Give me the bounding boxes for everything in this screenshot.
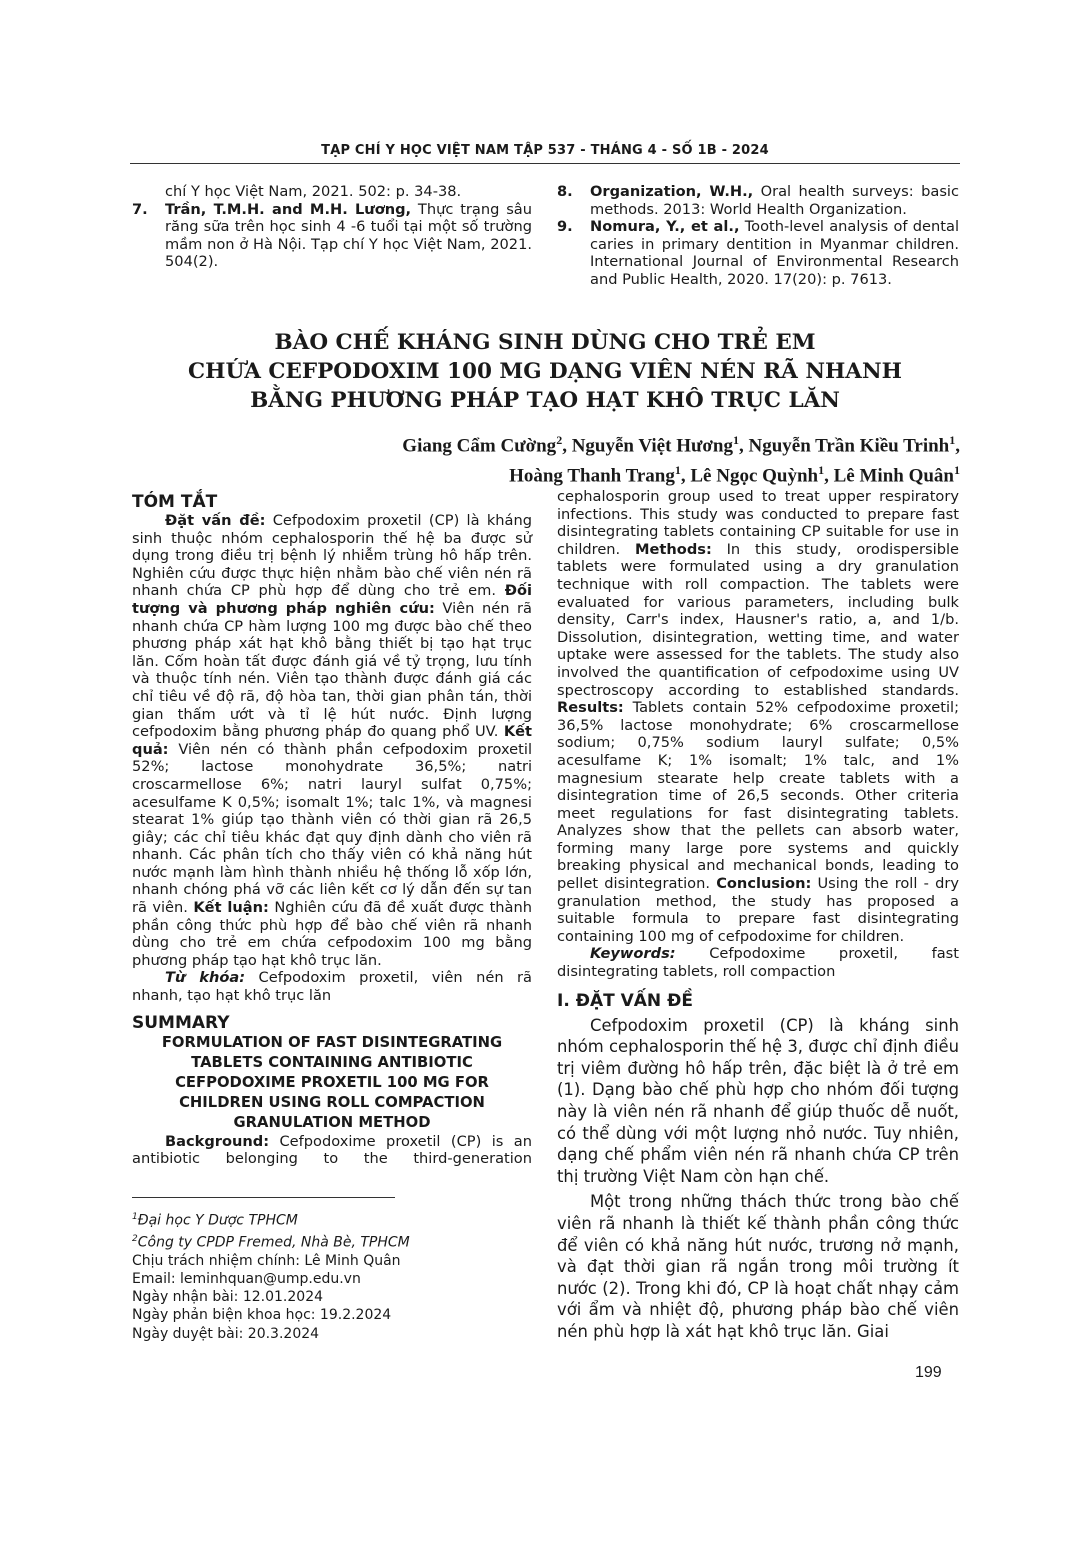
corresponding-author: Chịu trách nhiệm chính: Lê Minh Quân bbox=[132, 1252, 401, 1269]
running-header: TẠP CHÍ Y HỌC VIỆT NAM TẬP 537 - THÁNG 4 - SỐ 1B - 2024 bbox=[321, 143, 769, 158]
author-name: , Nguyễn Trần Kiều Trinh bbox=[738, 435, 950, 457]
author-separator: , bbox=[955, 435, 960, 457]
author-name: , Lê Ngọc Quỳnh bbox=[680, 465, 819, 487]
summary-label: Methods: bbox=[635, 540, 712, 558]
abstract-label: Đặt vấn đề: bbox=[165, 512, 266, 529]
author-name: Giang Cẩm Cường bbox=[402, 435, 557, 457]
references-left bbox=[132, 183, 532, 271]
reference-8 bbox=[557, 183, 959, 218]
section-heading-summary: SUMMARY bbox=[132, 1012, 230, 1033]
date-accepted: Ngày duyệt bài: 20.3.2024 bbox=[132, 1325, 320, 1342]
keywords-label: Keywords: bbox=[590, 945, 676, 963]
reference-number: 9. bbox=[557, 218, 573, 236]
intro-body bbox=[557, 1015, 959, 1343]
abstract-label: Kết luận: bbox=[193, 899, 269, 917]
reference-7 bbox=[132, 201, 532, 271]
summary-text-start: Cefpodoxime proxetil (CP) is an antibiotic belonging to the third-generation bbox=[132, 1132, 532, 1168]
affiliation-marker: 1 bbox=[818, 463, 825, 478]
page-number: 199 bbox=[915, 1364, 942, 1381]
title-line-2: CHỨA CEFPODOXIM 100 MG DẠNG VIÊN NÉN RÃ NHANH bbox=[188, 359, 902, 384]
affiliation-marker: 1 bbox=[954, 463, 960, 478]
footnotes bbox=[132, 1208, 532, 1343]
author-list bbox=[260, 428, 960, 489]
abstract-text: Viên nén rã nhanh chứa CP hàm lượng 100 mg được bào chế theo phương pháp xát hạt khô bằng thiết bị tạo hạt trục lăn. Cốm hoàn tất được đánh giá về tỷ trọng, lưu tính và thuộc tính nén. Viên tạo thành được đánh giá các chỉ tiêu về độ rã, độ hòa tan, thời gian phân tán, thời gian thấm ướt và tỉ lệ hút nước. Định lượng cefpodoxim bằng phương pháp đo quang phổ UV. bbox=[132, 599, 532, 741]
corresponding-email: Email: leminhquan@ump.edu.vn bbox=[132, 1270, 361, 1287]
author-name: , Lê Minh Quân bbox=[824, 465, 954, 487]
summary-label: Results: bbox=[557, 699, 624, 717]
summary-start bbox=[132, 1133, 532, 1168]
keywords-vietnamese bbox=[132, 969, 532, 1004]
affiliation-text: Công ty CPDP Fremed, Nhà Bè, TPHCM bbox=[137, 1234, 410, 1251]
author-line-2 bbox=[260, 458, 960, 488]
affiliation-1 bbox=[132, 1208, 532, 1230]
author-name: , Nguyễn Việt Hương bbox=[562, 435, 733, 457]
title-line-3: BẰNG PHƯƠNG PHÁP TẠO HẠT KHÔ TRỤC LĂN bbox=[250, 388, 840, 413]
affiliation-text: Đại học Y Dược TPHCM bbox=[137, 1212, 298, 1229]
reference-9 bbox=[557, 218, 959, 288]
title-line-1: BÀO CHẾ KHÁNG SINH DÙNG CHO TRẺ EM bbox=[274, 330, 816, 355]
affiliation-marker: 1 bbox=[949, 433, 956, 447]
abstract-text: Cefpodoxim proxetil (CP) là kháng sinh thuộc nhóm cephalosporin thế hệ ba được sử dụng trong điều trị bệnh lý nhiễm trùng hô hấp trên. Nghiên cứu được thực hiện nhằm bào chế viên nén rã nhanh chứa CP phù hợp để dùng cho trẻ em. bbox=[132, 512, 532, 600]
keywords-label: Từ khóa: bbox=[165, 969, 246, 987]
abstract-vietnamese bbox=[132, 512, 532, 969]
reference-authors: Nomura, Y., et al., bbox=[590, 218, 740, 236]
affiliation-marker: 2 bbox=[132, 1233, 138, 1244]
keywords-english bbox=[557, 945, 959, 980]
article-title bbox=[130, 328, 960, 415]
section-heading-tomtat: TÓM TẮT bbox=[132, 492, 218, 512]
intro-paragraph-2: Một trong những thách thức trong bào chế viên rã nhanh là thiết kế thành phần công thức để viên có khả năng hút nước, trương nở mạnh, và đạt thời gian rã ngắn trong môi trường ít nước (2). Trong khi đó, CP là hoạt chất nhạy cảm với ẩm và nhiệt độ, phương pháp bào chế viên nén phù hợp là xát hạt khô trục lăn. Giai bbox=[557, 1192, 959, 1341]
summary-title: FORMULATION OF FAST DISINTEGRATING TABLETS CONTAINING ANTIBIOTIC CEFPODOXIME PROXETIL 100 MG FOR CHILDREN USING ROLL COMPACTION GRANULATION METHOD bbox=[161, 1033, 503, 1131]
reference-number: 7. bbox=[132, 200, 148, 218]
reference-body: Oral health surveys: basic methods. 2013: World Health Organization. bbox=[590, 183, 959, 218]
summary-text: Using the roll - dry granulation method, the study has proposed a suitable formula to prepare fast disintegrating containing 100 mg of cefpodoxime for children. bbox=[557, 875, 959, 945]
summary-continued bbox=[557, 488, 959, 945]
keywords-text: Cefpodoxim proxetil, viên nén rã nhanh, tạo hạt khô trục lăn bbox=[132, 969, 532, 1005]
header-rule bbox=[130, 163, 960, 164]
summary-text: In this study, orodispersible tablets were formulated using a dry granulation technique with roll compaction. The tablets were evaluated for various parameters, including bulk density, Carr's index, Hausner's ratio, a, and 1/b. Dissolution, disintegration, wetting time, and water uptake were assessed for the tablets. The study also involved the quantification of cefpodoxime using UV spectroscopy according to established standards. bbox=[557, 540, 959, 699]
references-right bbox=[557, 183, 959, 289]
author-name: Hoàng Thanh Trang bbox=[509, 465, 675, 487]
reference-body: Tooth-level analysis of dental caries in primary dentition in Myanmar children. International Journal of Environmental Research and Public Health, 2020. 17(20): p. 7613. bbox=[590, 218, 960, 288]
abstract-text: Nghiên cứu đã đề xuất được thành phần công thức phù hợp để bào chế viên rã nhanh dùng cho trẻ em chứa cefpodoxim 100 mg bằng phương pháp tạo hạt khô trục lăn. bbox=[132, 899, 532, 969]
abstract-label: Kết quả: bbox=[132, 723, 532, 758]
reference-6-continued: chí Y học Việt Nam, 2021. 502: p. 34-38. bbox=[165, 183, 462, 200]
reference-authors: Organization, W.H., bbox=[590, 183, 754, 200]
summary-label: Background: bbox=[165, 1132, 270, 1150]
abstract-text: Viên nén có thành phần cefpodoxim proxetil 52%; lactose monohydrate 36,5%; natri croscarmellose 6%; natri lauryl sulfat 0,75%; acesulfame K 0,5%; isomalt 1%; talc 1%, và magnesi stearat 1% giúp tạo thành viên có thời gian rã 26,5 giây; các chỉ tiêu khác đạt quy định dành cho viên rã nhanh. Các phân tích cho thấy viên có khả năng hút nước mạnh làm hình thành nhiều hệ thống lỗ xốp lớn, nhanh chóng phá vỡ các liên kết cơ lý dẫn đến sự tan rã viên. bbox=[132, 740, 532, 917]
summary-text: Tablets contain 52% cefpodoxime proxetil; 36,5% lactose monohydrate; 6% croscarmellose sodium; 0,75% sodium lauryl sulfate; 0,5% acesulfame K; 1% isomalt; 1% talc, and 1% magnesium stearate help create tablets with a disintegration time of 26,5 seconds. Other criteria meet regulations for fast disintegrating tablets. Analyzes show that the pellets can absorb water, forming many large pore systems and quickly breaking physical and mechanical bonds, leading to pellet disintegration. bbox=[557, 699, 959, 893]
reference-authors: Trần, T.M.H. and M.H. Lương, bbox=[165, 200, 412, 218]
footnote-rule bbox=[132, 1197, 395, 1198]
affiliation-marker: 2 bbox=[556, 433, 563, 447]
abstract-column-right bbox=[557, 488, 959, 1343]
affiliation-2 bbox=[132, 1230, 532, 1252]
keywords-text: Cefpodoxime proxetil, fast disintegrating tablets, roll compaction bbox=[557, 945, 959, 981]
abstract-label: Đối tượng và phương pháp nghiên cứu: bbox=[132, 582, 532, 617]
affiliation-marker: 1 bbox=[732, 433, 739, 447]
date-received: Ngày nhận bài: 12.01.2024 bbox=[132, 1289, 324, 1306]
reference-text bbox=[590, 218, 959, 288]
summary-text-cont: cephalosporin group used to treat upper respiratory infections. This study was conducted to prepare fast disintegrating tablets containing CP suitable for use in children. bbox=[557, 488, 959, 558]
reference-body: Thực trạng sâu răng sữa trên học sinh 4 -6 tuổi tại một số trường mầm non ở Hà Nội. Tạp chí Y học Việt Nam, 2021. 504(2). bbox=[165, 200, 532, 271]
affiliation-marker: 1 bbox=[674, 463, 681, 478]
reference-text bbox=[165, 201, 532, 271]
reference-text bbox=[590, 183, 959, 218]
affiliation-marker: 1 bbox=[132, 1212, 138, 1222]
author-line-1 bbox=[260, 428, 960, 458]
abstract-column-left bbox=[132, 492, 532, 1168]
date-reviewed: Ngày phản biện khoa học: 19.2.2024 bbox=[132, 1307, 392, 1324]
reference-number: 8. bbox=[557, 183, 573, 200]
intro-paragraph-1: Cefpodoxim proxetil (CP) là kháng sinh nhóm cephalosporin thế hệ 3, được chỉ định điều trị viêm đường hô hấp trên, đặc biệt là ở trẻ em (1). Dạng bào chế phù hợp cho nhóm đối tượng này là viên nén rã nhanh để giúp thuốc dễ nuốt, có thể dùng với một lượng nhỏ nước. Tuy nhiên, dạng chế phẩm viên nén rã nhanh chứa CP trên thị trường Việt Nam còn hạn chế. bbox=[557, 1015, 959, 1186]
summary-label: Conclusion: bbox=[716, 875, 812, 893]
section-heading-intro: I. ĐẶT VẤN ĐỀ bbox=[557, 990, 693, 1011]
